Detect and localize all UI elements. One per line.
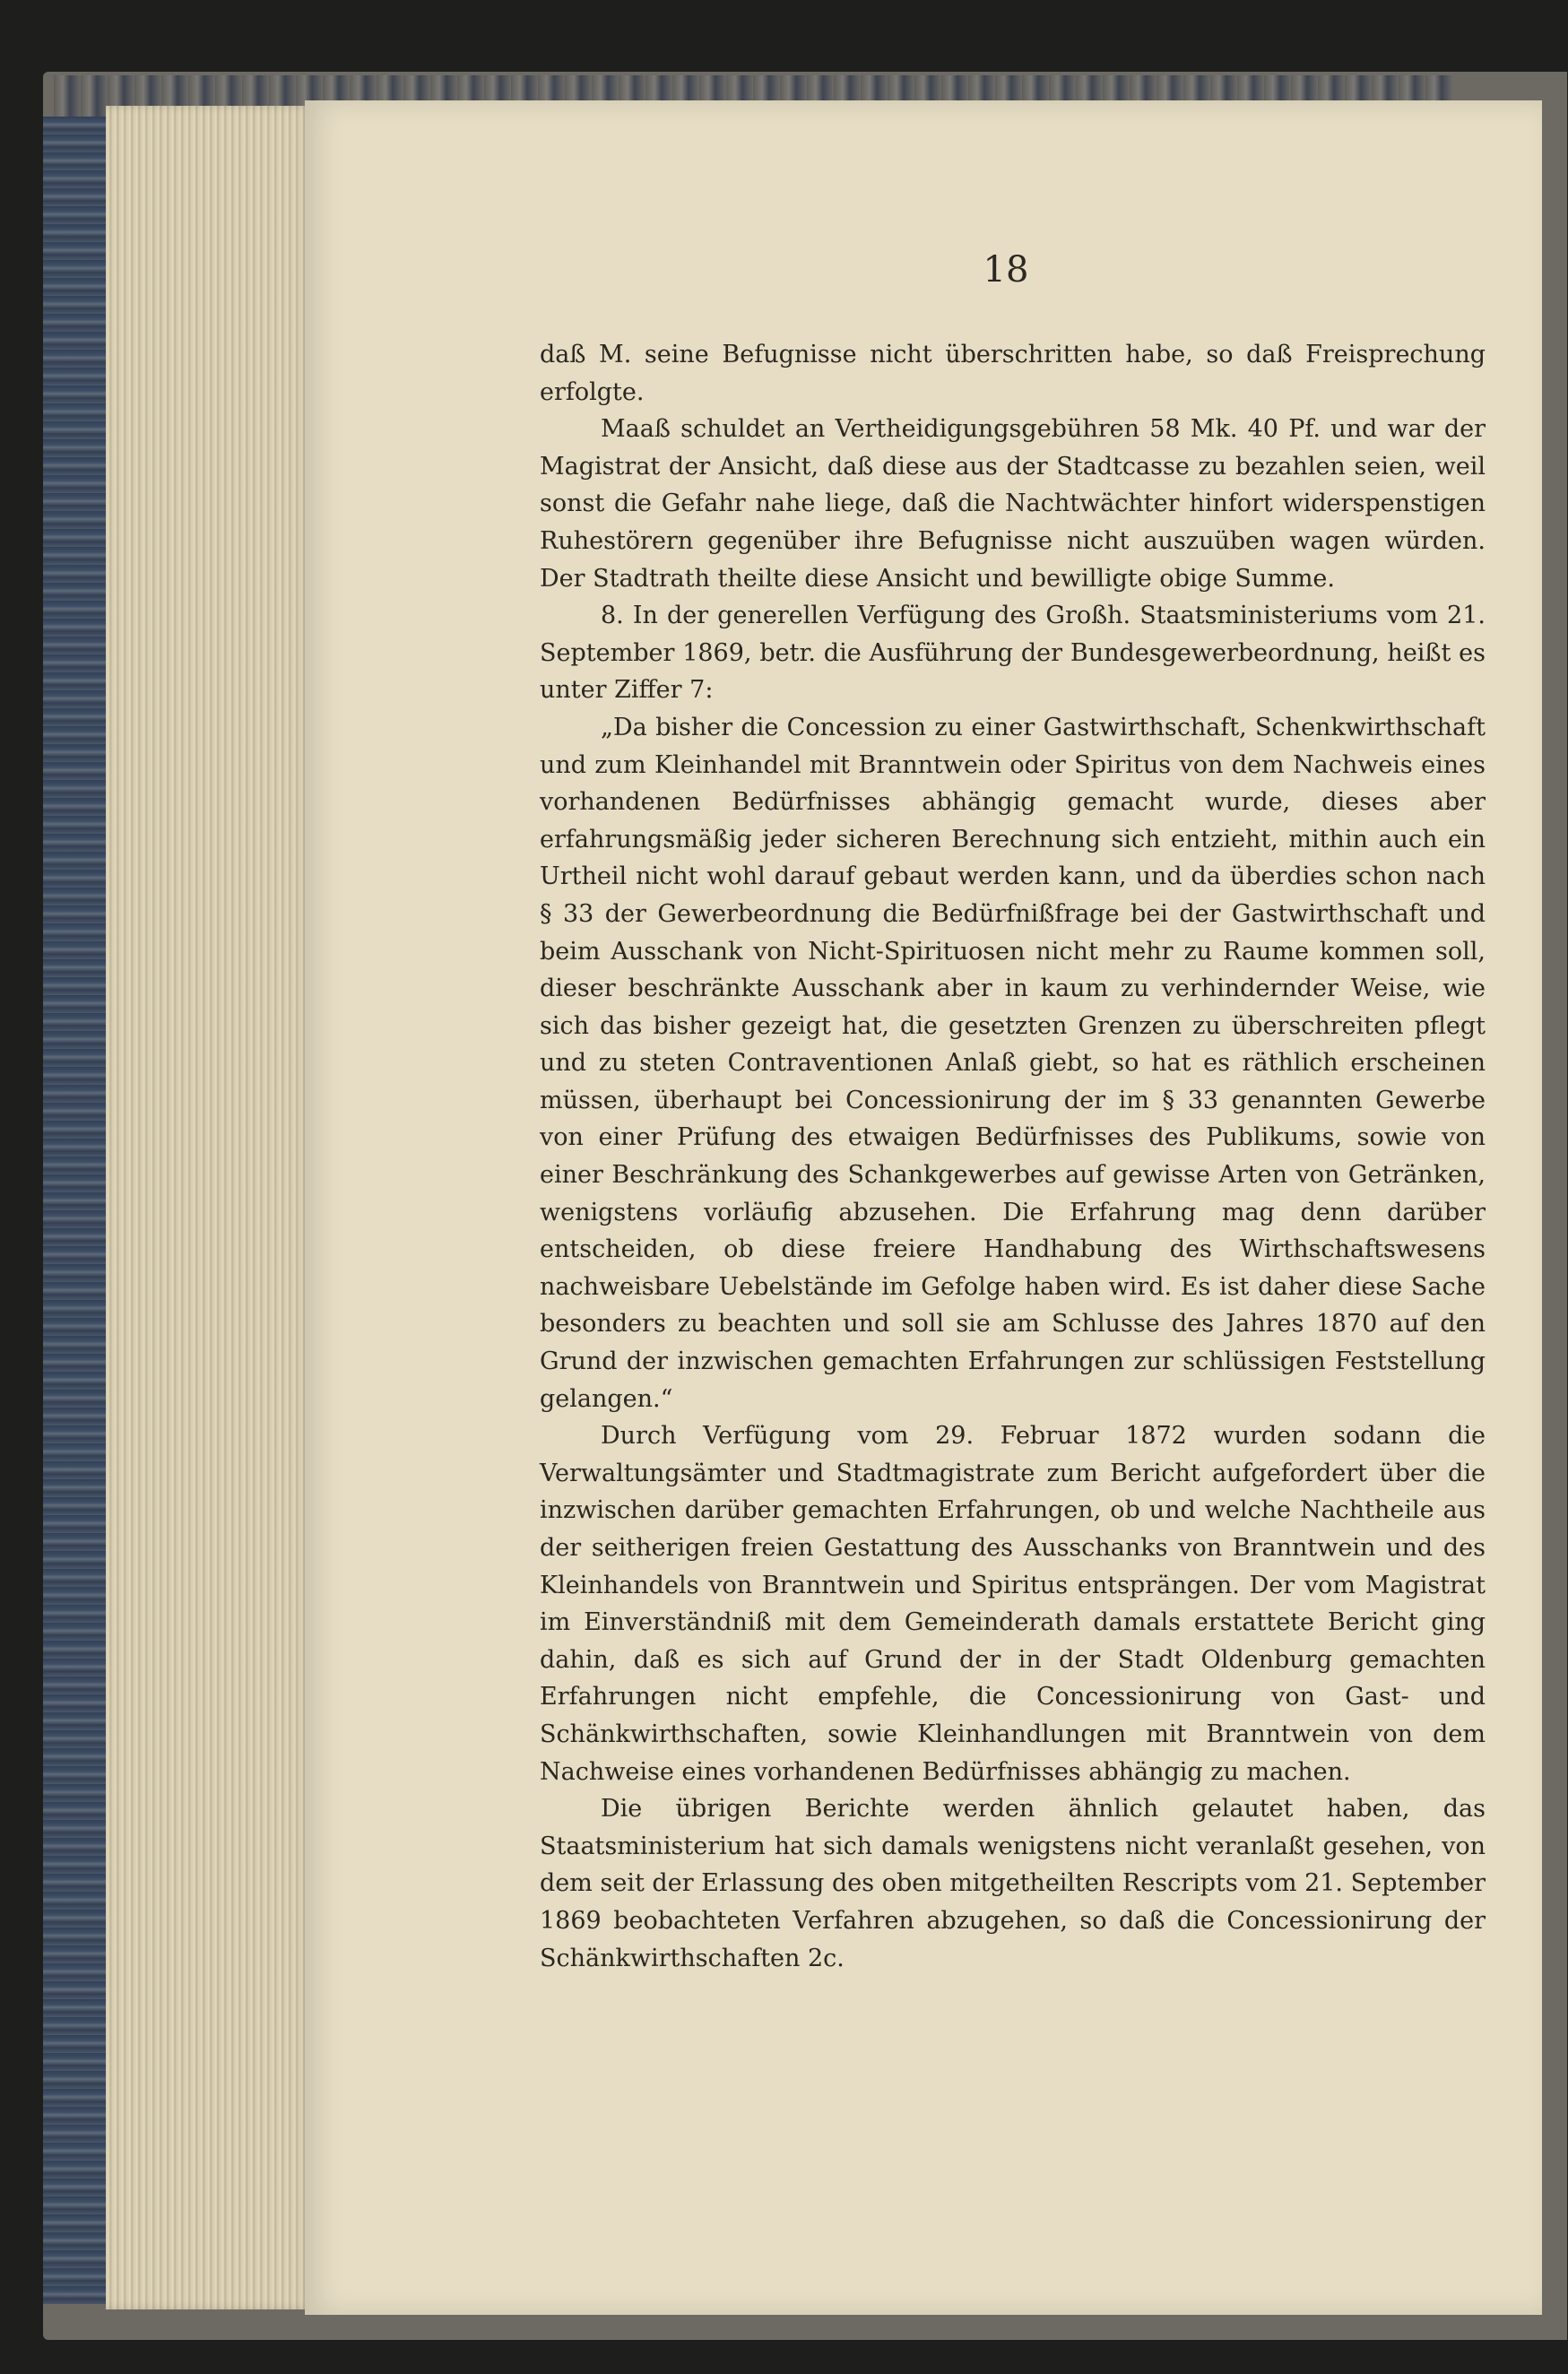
- paragraph-6: Die übrigen Berichte werden ähnlich gelautet haben, das Staatsministerium hat sich damals wenigstens nicht veranlaßt gesehen, von dem seit der Erlassung des oben mitgetheilten Rescripts vom 21. September 1869 beobachteten Verfahren abzugehen, so daß die Concessionirung der Schänkwirthschaften 2c.: [540, 1795, 1486, 1972]
- paragraph-3: 8. In der generellen Verfügung des Großh. Staatsministeriums vom 21. September 1869, betr. die Ausführung der Bundesgewerbeordnung, heißt es unter Ziffer 7:: [540, 602, 1486, 705]
- book-spine: [43, 117, 108, 2304]
- body-text: [540, 336, 1486, 1977]
- paragraph-2: Maaß schuldet an Vertheidigungsgebühren 58 Mk. 40 Pf. und war der Magistrat der Ansicht, daß diese aus der Stadtcasse zu bezahlen seien, weil sonst die Gefahr nahe liege, daß die Nachtwächter hinfort widerspenstigen Ruhestörern gegenüber ihre Befugnisse nicht auszuüben wagen würden. Der Stadtrath theilte diese Ansicht und bewilligte obige Summe.: [540, 415, 1486, 593]
- paragraph-1: daß M. seine Befugnisse nicht überschritten habe, so daß Freisprechung erfolgte.: [540, 341, 1486, 406]
- page-number: 18: [983, 249, 1029, 290]
- page-edges: [106, 106, 312, 2309]
- paragraph-5: Durch Verfügung vom 29. Februar 1872 wurden sodann die Verwaltungsämter und Stadtmagistrate zum Bericht aufgefordert über die inzwischen darüber gemachten Erfahrungen, ob und welche Nachtheile aus der seitherigen freien Gestattung des Ausschanks von Branntwein und des Kleinhandels von Branntwein und Spiritus entsprängen. Der vom Magistrat im Einverständniß mit dem Gemeinderath damals erstattete Bericht ging dahin, daß es sich auf Grund der in der Stadt Oldenburg gemachten Erfahrungen nicht empfehle, die Concessionirung von Gast- und Schänkwirthschaften, sowie Kleinhandlungen mit Branntwein von dem Nachweise eines vorhandenen Bedürfnisses abhängig zu machen.: [540, 1422, 1486, 1786]
- paragraph-4: „Da bisher die Concession zu einer Gastwirthschaft, Schenkwirthschaft und zum Kleinhandel mit Branntwein oder Spiritus von dem Nachweis eines vorhandenen Bedürfnisses abhängig gemacht wurde, dieses aber erfahrungsmäßig jeder sicheren Berechnung sich entzieht, mithin auch ein Urtheil nicht wohl darauf gebaut werden kann, und da überdies schon nach § 33 der Gewerbeordnung die Bedürfnißfrage bei der Gastwirthschaft und beim Ausschank von Nicht-Spirituosen nicht mehr zu Raume kommen soll, dieser beschränkte Ausschank aber in kaum zu verhindernder Weise, wie sich das bisher gezeigt hat, die gesetzten Grenzen zu überschreiten pflegt und zu steten Contraventionen Anlaß giebt, so hat es räthlich erscheinen müssen, überhaupt bei Concessionirung der im § 33 genannten Gewerbe von einer Prüfung des etwaigen Bedürfnisses des Publikums, sowie von einer Beschränkung des Schankgewerbes auf gewisse Arten von Getränken, wenigstens vorläufig abzusehen. Die Erfahrung mag denn darüber entscheiden, ob diese freiere Handhabung des Wirthschaftswesens nachweisbare Uebelstände im Gefolge haben wird. Es ist daher diese Sache besonders zu beachten und soll sie am Schlusse des Jahres 1870 auf den Grund der inzwischen gemachten Erfahrungen zur schlüssigen Feststellung gelangen.“: [540, 713, 1486, 1413]
